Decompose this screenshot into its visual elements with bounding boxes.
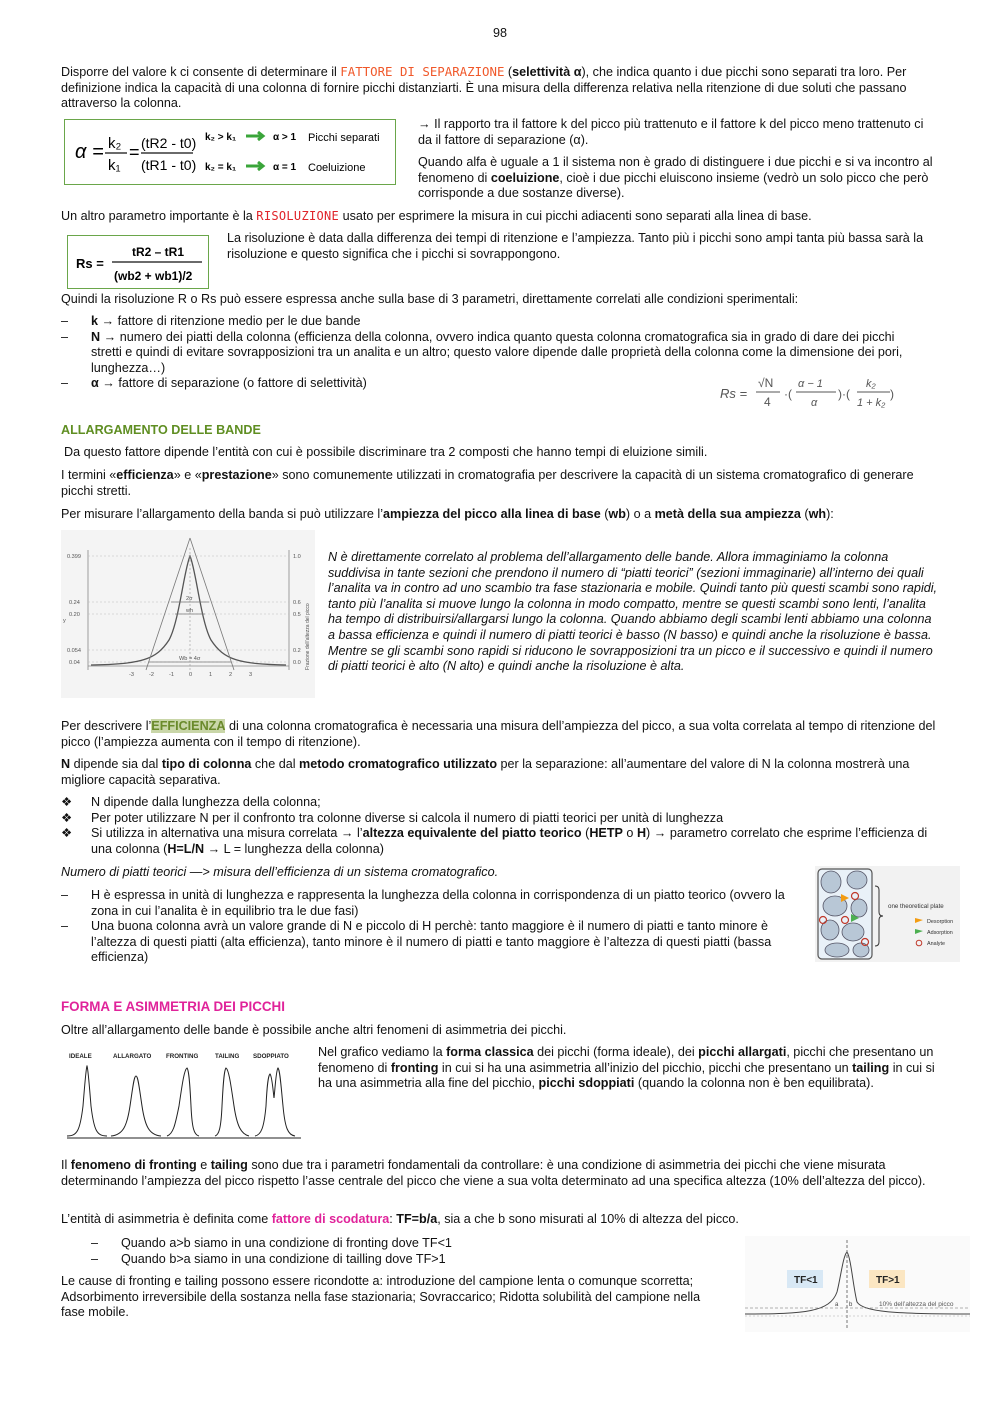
legend-adsorption: Adsorption: [927, 930, 953, 936]
asymmetry-causes-paragraph: Le cause di fronting e tailing possono essere ricondotte a: introduzione del campione lenta o comunque scorretta; Adsorbimento irreversibile della sostanza nella fase stazionaria; Sovraccarico; Ridotta solubilità del campione nella fase mobile.: [61, 1274, 701, 1320]
efficiency-terms-paragraph: I termini «efficienza» e «prestazione» sono comunemente utilizzati in cromatografia per descrivere la capacità di un sistema cromatografico di generare picchi stretti.: [61, 468, 914, 498]
alpha-formula-box: [64, 119, 396, 185]
x-tick: -3: [129, 672, 134, 678]
alpha-den: α: [811, 397, 818, 409]
tailing-factor-svg: [745, 1236, 970, 1332]
svg-text:)·(: )·(: [838, 387, 850, 401]
y-right-tick: 0.5: [293, 612, 301, 618]
k2-gt-k1: k₂ > k₁: [205, 132, 237, 143]
b-label: b: [849, 1302, 853, 1308]
label-sdoppiato: SDOPPIATO: [253, 1053, 289, 1060]
y-left-tick: 0.24: [69, 600, 80, 606]
label-separated: Picchi separati: [308, 132, 380, 144]
fronting-tailing-paragraph: Il fenomeno di fronting e tailing sono due tra i parametri fondamentali da controllare: è una condizione di asimmetria dei picchi che viene misurata determinando l’ampiezza del picco rispetto l’asse centrale del picco che viene a sua volta determinato ad una specifica altezza (10% dell’altezza del picco).: [61, 1158, 926, 1188]
equals-sign: =: [129, 142, 140, 162]
list-item: – N → numero dei piatti della colonna (efficienza della colonna, ovvero indica quanto questa colonna cromatografica sia in grado di dare dei picchi stretti e quindi di evitare sovrapposizioni tra un analita e un altro; questo valore dipende dalle proprietà della colonna come la dimensione dei pori, lunghezza…): [61, 329, 903, 375]
x-tick: 1: [209, 672, 213, 678]
tf-condition-list: [91, 1236, 691, 1267]
theoretical-plate-figure: [815, 866, 960, 962]
tailing-factor-figure: [745, 1236, 970, 1332]
x-tick: -2: [149, 672, 154, 678]
h-dash-list: [61, 888, 801, 966]
y-right-axis-title: Frazione dell’altezza del picco: [305, 603, 311, 670]
plates-efficiency-line: Numero di piatti teorici —> misura dell’efficienza di un sistema cromatografico.: [61, 865, 499, 879]
label-allargato: ALLARGATO: [113, 1053, 152, 1060]
label-tailing: TAILING: [215, 1053, 240, 1060]
y-right-tick: 0.0: [293, 660, 301, 666]
list-item: ❖ N dipende dalla lunghezza della colonna;: [61, 795, 321, 809]
resolution-term: RISOLUZIONE: [256, 209, 340, 223]
svg-text:): ): [890, 387, 894, 401]
list-item: – H è espressa in unità di lunghezza e rappresenta la lunghezza della colonna in corrispondenza di un piatto teorico (ovvero la zona in cui l’analita è in equilibrio tra le due fasi): [61, 888, 785, 918]
label-coelution: Coeluizione: [308, 162, 366, 174]
alpha-eq-1: α = 1: [273, 162, 297, 173]
desorption-icon: [915, 918, 923, 923]
tf-less-1: TF<1: [794, 1275, 818, 1286]
page-number: 98: [492, 26, 507, 40]
sqrt-n: √N: [758, 376, 774, 390]
list-item: – Quando a>b siamo in una condizione di fronting dove TF<1: [91, 1236, 452, 1250]
rs-formula-box: [67, 235, 209, 289]
ten-percent-note: 10% dell’altezza del picco: [879, 1301, 954, 1308]
efficiency-term: EFFICIENZA: [151, 719, 226, 733]
list-item: – Una buona colonna avrà un valore grande di N e piccolo di H perchè: tanto maggiore è il numero di piatti e tanto minore è l’altezza di questi piatti (alta efficienza), tanto minore è il numero di piatti e tanto maggiore è l’altezza di questi piatti (bassa efficienza): [61, 919, 772, 965]
rs-numerator: tR2 – tR1: [132, 245, 185, 259]
k2-eq-k1: k₂ = k₁: [205, 162, 237, 173]
y-left-tick: 0.20: [69, 612, 80, 618]
y-left-tick: 0.04: [69, 660, 80, 666]
x-tick: 0: [189, 672, 193, 678]
peak-shape-heading: FORMA E ASIMMETRIA DEI PICCHI: [61, 999, 285, 1014]
rs-denominator: (wb2 + wb1)/2: [114, 269, 193, 283]
analyte-icon: [916, 940, 922, 946]
x-tick: 2: [229, 672, 233, 678]
alpha-gt-1: α > 1: [273, 132, 297, 143]
wh-label: wh: [186, 608, 194, 614]
coelution-text: Quando alfa è uguale a 1 il sistema non è grado di distinguere i due picchi e si va incontro al fenomeno di coeluizione, cioè i due picchi eluiscono insieme (vedrò un solo picco che però corrisponde a due sostanze diverse).: [418, 155, 933, 201]
adsorption-icon: [915, 929, 923, 934]
rs-lhs: Rs =: [76, 256, 104, 271]
four: 4: [764, 395, 771, 409]
resolution-explanation: La risoluzione è data dalla differenza dei tempi di ritenzione e l’ampiezza. Tanto più i picchi sono ampi tanta più bassa sarà la risoluzione e questo significa che i picchi si sovrappongono.: [227, 231, 924, 261]
list-item: – k → fattore di ritenzione medio per le due bande: [61, 314, 361, 328]
alpha-formula-image: [65, 120, 395, 184]
wb-label: Wb = 4σ: [179, 656, 201, 662]
alpha-minus-1: α − 1: [798, 378, 823, 390]
y-right-tick: 1.0: [293, 554, 301, 560]
svg-text:·(: ·(: [784, 387, 792, 401]
separation-factor-term: FATTORE DI SEPARAZIONE: [340, 64, 505, 79]
y-left-tick: 0.054: [67, 648, 81, 654]
rs-formula-image: [68, 236, 208, 288]
list-item: – Quando b>a siamo in una condizione di tailling dove TF>1: [91, 1251, 446, 1266]
peak-shapes-figure: [63, 1046, 306, 1146]
x-tick: -1: [169, 672, 174, 678]
k2-label: k₂: [108, 135, 122, 152]
y-left-tick: 0.399: [67, 554, 81, 560]
peak-shape-intro: Oltre all’allargamento delle bande è possibile anche altri fenomeni di asimmetria dei picchi.: [61, 1023, 567, 1037]
tailing-factor-term: fattore di scodatura: [271, 1212, 390, 1226]
peak-shapes-explanation: Nel grafico vediamo la forma classica dei picchi (forma ideale), dei picchi allargati, picchi che presentano un fenomeno di fronting in cui si ha una asimmetria all’inizio del picchio, picchi che presentano un tailing in cui si ha una asimmetria alla fine del picchio, picchi sdoppiati (quando la colonna non è ben equilibrata).: [318, 1045, 935, 1091]
rs-full-formula: [718, 374, 898, 412]
resolution-parameters-intro: Quindi la risoluzione R o Rs può essere espressa anche sulla base di 3 parametri, direttamente correlati alle condizioni sperimentali:: [61, 292, 799, 306]
tr2-t0: (tR2 - t0): [141, 135, 197, 151]
n-bullet-list: [61, 795, 941, 857]
two-sigma-label: 2σ: [186, 596, 193, 602]
one-plus-k2: 1 + k₂: [857, 397, 886, 409]
legend-desorption: Desorption: [927, 919, 954, 925]
peak-shapes-svg: [63, 1046, 306, 1146]
k2-num: k₂: [866, 378, 876, 390]
efficiency-paragraph: Per descrivere l’EFFICIENZA di una colonna cromatografica è necessaria una misura dell’ampiezza del picco, a sua volta correlata al tempo di ritenzione del picco (l’ampiezza aumenta con il tempo di ritenzione).: [61, 719, 936, 749]
theoretical-plate-svg: [815, 866, 960, 962]
legend-analyte: Analyte: [927, 941, 945, 947]
resolution-paragraph: Un altro parametro importante è la RISOLUZIONE usato per esprimere la misura in cui picchi adiacenti sono separati alla linea di base.: [61, 209, 812, 223]
plate-theory-italic-text: N è direttamente correlato al problema dell’allargamento delle bande. Allora immaginiamo la colonna suddivisa in tante sezioni che prendono il numero di “piatti teorici” (sezioni immaginarie) all’interno dei quali l’analita va in contro ad uno scambio tra fase stazionaria e mobile. Quindi tanto più questi scambi sono rapidi, tanto più l’analita si muove lungo la colonna in modo compatto, mentre se questi scambi sono lenti, l’analita ha tempo di distribuirsi/allargarsi lungo la colonna. Quando abbiamo degli scambi lenti abbiamo una colonna a bassa efficienza e quindi il numero di piatti teorici è basso (N basso) e quindi anche la risoluzione è bassa. Mentre se gli scambi sono rapidi si riducono le sovrapposizioni tra un picco e il successivo e quindi il numero di piatti teorici è alto (N alto) e quindi anche la risoluzione è alta.: [328, 550, 938, 674]
x-tick: 3: [249, 672, 253, 678]
list-item: ❖ Si utilizza in alternativa una misura correlata → l’altezza equivalente del piatto teorico (HETP o H) → parametro correlato che esprime l’efficienza di una colonna (H=L/N → L = lunghezza della colonna): [61, 826, 928, 856]
k1-label: k₁: [108, 157, 121, 174]
plate-title: one theoretical plate: [888, 903, 944, 910]
y-axis-label: y: [63, 618, 66, 624]
band-broadening-intro: Da questo fattore dipende l’entità con cui è possibile discriminare tra 2 composti che hanno tempi di eluizione simili.: [64, 445, 708, 459]
peak-width-paragraph: Per misurare l’allargamento della banda si può utilizzare l’ampiezza del picco alla linea di base (wb) o a metà della sua ampiezza (wh):: [61, 507, 834, 521]
tf-greater-1: TF>1: [876, 1275, 900, 1286]
alpha-symbol: α =: [75, 141, 104, 163]
y-right-tick: 0.2: [293, 648, 301, 654]
list-item: ❖ Per poter utilizzare N per il confronto tra colonne diverse si calcola il numero di piatti teorici per unità di lunghezza: [61, 810, 724, 825]
tailing-factor-paragraph: L’entità di asimmetria è definita come fattore di scodatura: TF=b/a, sia a che b sono misurati al 10% di altezza del picco.: [61, 1212, 739, 1226]
separation-factor-paragraph: Disporre del valore k ci consente di determinare il FATTORE DI SEPARAZIONE (selettività α), che indica quanto i due picchi sono separati tra loro. Per definizione indica la capacità di una colonna di fornire picchi distanziarti. È una misura della differenza relativa nella ritenzione di due soluti che passano attraverso la colonna.: [61, 64, 907, 111]
tr1-t0: (tR1 - t0): [141, 157, 197, 173]
alpha-ratio-text: → Il rapporto tra il fattore k del picco più trattenuto e il fattore k del picco meno trattenuto ci da il fattore di separazione (α).: [418, 117, 924, 147]
gaussian-peak-svg: [61, 530, 315, 698]
gaussian-peak-figure: [61, 530, 315, 698]
band-broadening-heading: ALLARGAMENTO DELLE BANDE: [61, 423, 261, 437]
list-item: – α → fattore di separazione (o fattore di selettività): [61, 376, 367, 391]
a-label: a: [835, 1302, 839, 1308]
label-fronting: FRONTING: [166, 1053, 199, 1060]
label-ideale: IDEALE: [69, 1053, 92, 1060]
y-right-tick: 0.6: [293, 600, 301, 606]
n-dependency-paragraph: N dipende sia dal tipo di colonna che dal metodo cromatografico utilizzato per la separazione: all’aumentare del valore di N la colonna mostrerà una migliore capacità separativa.: [61, 757, 910, 787]
rs-formula-lhs: Rs =: [720, 386, 748, 401]
